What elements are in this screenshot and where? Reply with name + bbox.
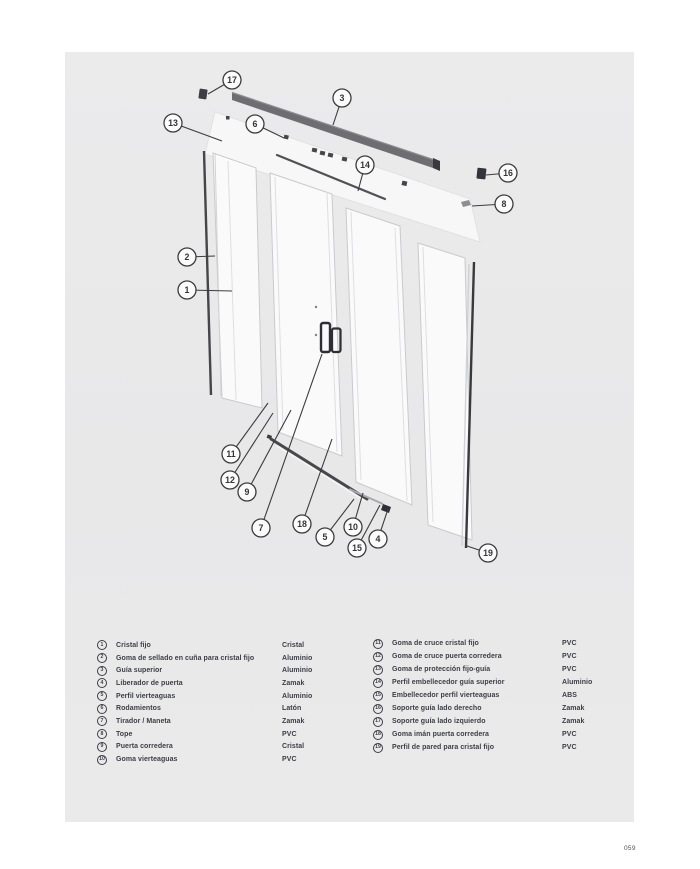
callout-1 — [178, 281, 196, 299]
part-number-badge: 16 — [373, 704, 383, 714]
callout-2 — [178, 248, 196, 266]
part-material: Aluminio — [282, 692, 313, 700]
parts-list-row-1 — [97, 639, 312, 652]
callout-number-8: 8 — [501, 198, 507, 209]
parts-list-row-14 — [373, 676, 592, 689]
callout-7 — [252, 519, 270, 537]
callout-17 — [223, 71, 241, 89]
callout-10 — [344, 518, 362, 536]
callout-3 — [333, 89, 351, 107]
part-number-badge: 14 — [373, 678, 383, 688]
part-name: Embellecedor perfil vierteaguas — [392, 692, 500, 699]
guide-support-right — [476, 168, 486, 180]
parts-list-row-17 — [373, 715, 592, 728]
callout-18 — [293, 515, 311, 533]
part-material: Aluminio — [562, 679, 593, 686]
part-number-badge: 1 — [97, 640, 107, 650]
part-material: PVC — [562, 653, 577, 660]
callout-19 — [479, 544, 497, 562]
part-name: Goma de cruce puerta corredera — [392, 653, 502, 660]
part-material: Zamak — [562, 705, 585, 712]
part-number-badge: 10 — [97, 755, 107, 765]
wedge-seal-strip — [204, 151, 211, 395]
part-name: Tope — [116, 730, 133, 738]
part-number-badge: 9 — [97, 742, 107, 752]
part-material: Zamak — [562, 718, 585, 725]
door-release-piece — [381, 504, 391, 513]
callout-number-2: 2 — [184, 251, 190, 262]
part-name: Soporte guía lado izquierdo — [392, 718, 486, 725]
guide-support-left — [198, 88, 207, 99]
part-material: Cristal — [282, 641, 305, 649]
parts-list-row-18 — [373, 728, 592, 741]
callout-number-4: 4 — [375, 533, 381, 544]
part-name: Goma de protección fijo-guía — [392, 666, 491, 673]
callout-14 — [356, 156, 374, 174]
part-material: PVC — [562, 731, 577, 738]
parts-list-row-13 — [373, 663, 592, 676]
callout-number-10: 10 — [348, 521, 358, 532]
callout-number-3: 3 — [339, 92, 345, 103]
parts-list-row-6 — [97, 702, 312, 715]
part-material: Cristal — [282, 743, 305, 751]
part-name: Cristal fijo — [116, 641, 151, 649]
callout-15 — [348, 539, 366, 557]
part-number-badge: 19 — [373, 743, 383, 753]
part-number-badge: 18 — [373, 730, 383, 740]
parts-list-row-7 — [97, 715, 312, 728]
part-name: Liberador de puerta — [116, 679, 183, 687]
callout-12 — [221, 471, 239, 489]
parts-list-row-16 — [373, 702, 592, 715]
part-name: Puerta corredera — [116, 743, 173, 751]
part-number-badge: 6 — [97, 704, 107, 714]
part-name: Goma de cruce cristal fijo — [392, 640, 479, 647]
part-name: Rodamientos — [116, 705, 161, 713]
callout-number-17: 17 — [227, 74, 237, 85]
parts-list-row-15 — [373, 689, 592, 702]
callout-number-9: 9 — [244, 486, 250, 497]
part-number-badge: 11 — [373, 639, 383, 649]
vierteaguas-highlight — [277, 446, 365, 501]
part-number-badge: 8 — [97, 729, 107, 739]
part-number-badge: 15 — [373, 691, 383, 701]
part-material: PVC — [562, 666, 577, 673]
callout-leader-18 — [302, 439, 332, 524]
part-material: PVC — [282, 756, 297, 764]
part-material: ABS — [562, 692, 577, 699]
callout-11 — [222, 445, 240, 463]
part-material: Aluminio — [282, 667, 313, 675]
parts-list-row-11 — [373, 637, 592, 650]
parts-list-row-3 — [97, 664, 312, 677]
part-name: Guía superior — [116, 667, 163, 675]
parts-list-row-2 — [97, 652, 312, 665]
part-number-badge: 4 — [97, 678, 107, 688]
part-number-badge: 12 — [373, 652, 383, 662]
parts-list-row-9 — [97, 741, 312, 754]
part-material: Zamak — [282, 679, 305, 687]
part-name: Perfil de pared para cristal fijo — [392, 744, 495, 751]
callout-number-13: 13 — [168, 117, 178, 128]
part-name: Soporte guía lado derecho — [392, 705, 482, 712]
part-name: Goma de sellado en cuña para cristal fijo — [116, 654, 255, 662]
part-number-badge: 2 — [97, 653, 107, 663]
callout-number-15: 15 — [352, 542, 362, 553]
part-material: Zamak — [282, 717, 305, 725]
part-name: Perfil embellecedor guía superior — [392, 679, 505, 686]
callout-9 — [238, 483, 256, 501]
part-number-badge: 17 — [373, 717, 383, 727]
callout-4 — [369, 530, 387, 548]
part-name: Perfil vierteaguas — [116, 692, 176, 700]
callout-number-12: 12 — [225, 474, 235, 485]
part-number-badge: 13 — [373, 665, 383, 675]
callout-number-16: 16 — [503, 167, 513, 178]
part-number-badge: 7 — [97, 716, 107, 726]
callout-5 — [316, 528, 334, 546]
callout-number-1: 1 — [184, 284, 190, 295]
parts-list-right-column — [373, 637, 592, 754]
callout-number-19: 19 — [483, 547, 493, 558]
part-material: PVC — [562, 640, 577, 647]
callout-number-7: 7 — [258, 522, 264, 533]
callout-number-5: 5 — [322, 531, 328, 542]
callout-13 — [164, 114, 182, 132]
callout-16 — [499, 164, 517, 182]
part-number-badge: 3 — [97, 666, 107, 676]
handle-screw-bottom — [315, 334, 317, 336]
part-name: Goma vierteaguas — [116, 756, 178, 764]
part-material: PVC — [282, 730, 297, 738]
part-name: Tirador / Maneta — [116, 717, 171, 725]
parts-list-row-5 — [97, 690, 312, 703]
parts-list-row-8 — [97, 728, 312, 741]
parts-list-row-19 — [373, 741, 592, 754]
callout-6 — [246, 115, 264, 133]
callout-number-11: 11 — [226, 448, 236, 459]
part-material: Aluminio — [282, 654, 313, 662]
parts-list-row-10 — [97, 753, 312, 766]
parts-list-left-column — [97, 639, 312, 766]
diagram-canvas — [65, 52, 634, 822]
callout-number-6: 6 — [252, 118, 258, 129]
parts-list-row-4 — [97, 677, 312, 690]
sliding-door-left-panel — [270, 173, 342, 456]
callout-8 — [495, 195, 513, 213]
page-number: 059 — [624, 845, 636, 852]
callout-number-18: 18 — [297, 518, 307, 529]
part-material: PVC — [562, 744, 577, 751]
part-name: Goma imán puerta corredera — [392, 731, 489, 738]
parts-list-row-12 — [373, 650, 592, 663]
part-number-badge: 5 — [97, 691, 107, 701]
callout-number-14: 14 — [360, 159, 370, 170]
guide-bar-end-cap — [433, 158, 440, 171]
part-material: Latón — [282, 705, 302, 713]
handle-screw-top — [315, 306, 317, 308]
